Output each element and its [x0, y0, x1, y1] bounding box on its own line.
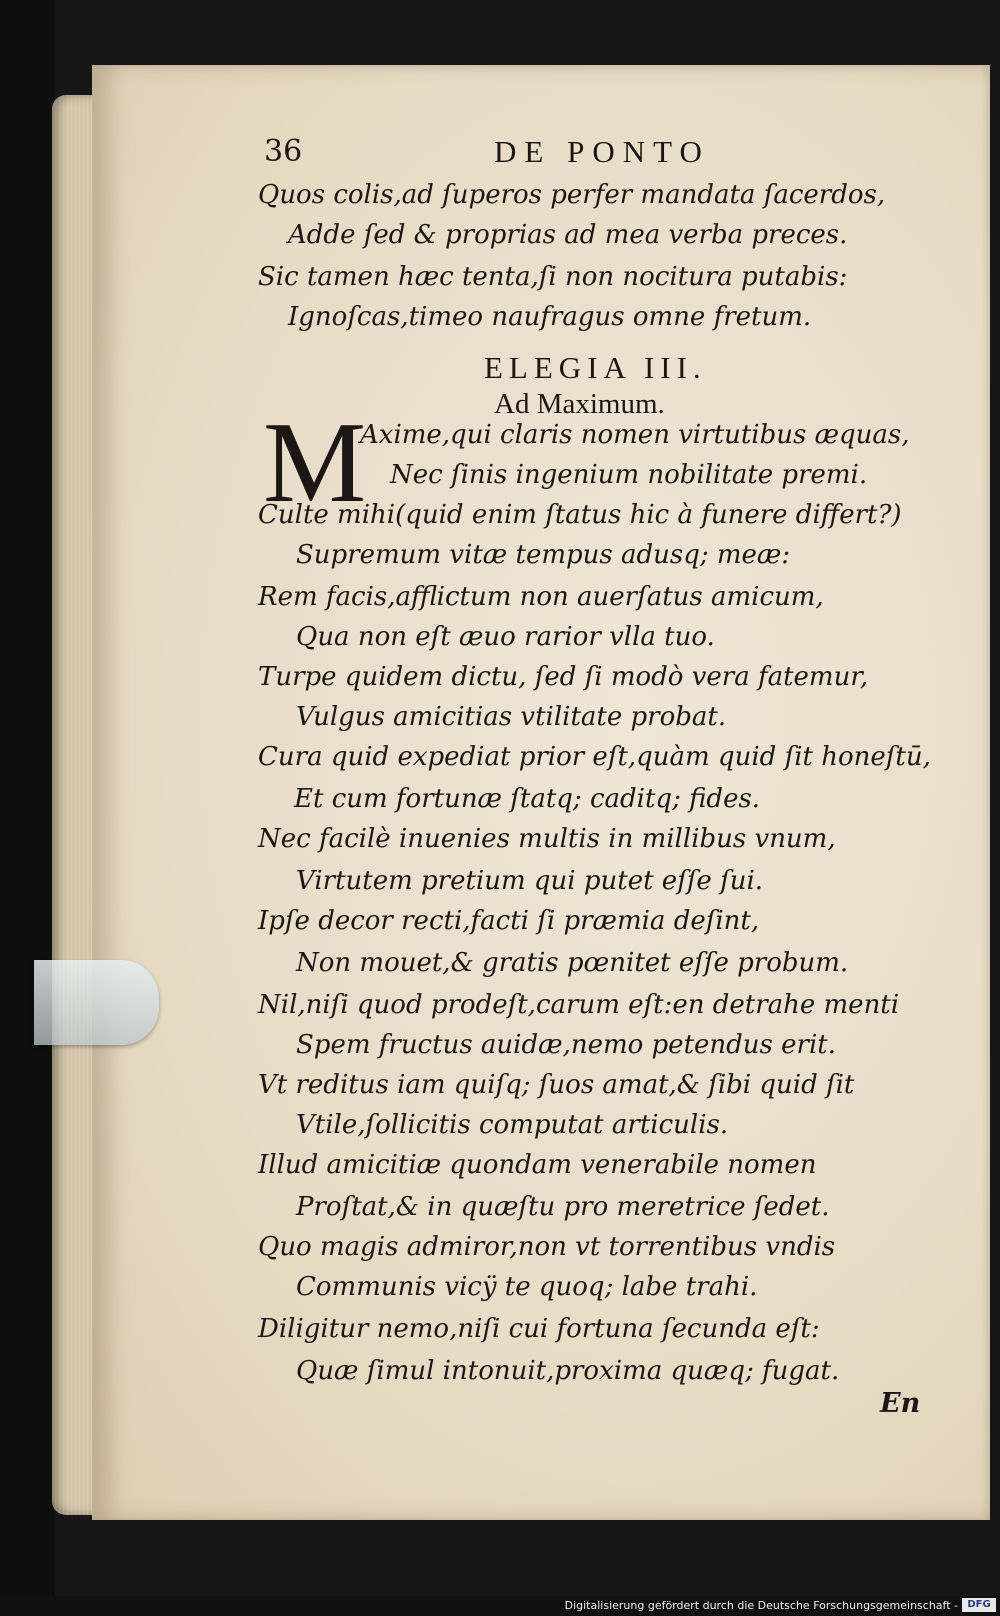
- verse-line: Rem facis,afflictum non auerſatus amicum,: [258, 582, 824, 612]
- verse-line: Nec ſinis ingenium nobilitate premi.: [390, 460, 868, 490]
- verse-line: Communis vicÿ te quoq; labe trahi.: [296, 1272, 758, 1302]
- drop-capital: M: [263, 399, 367, 527]
- running-title: DE PONTO: [494, 134, 710, 169]
- elegy-heading: ELEGIA III.: [484, 350, 707, 385]
- verse-line: Proſtat,& in quæſtu pro meretrice ſedet.: [296, 1192, 830, 1222]
- verse-line: Non mouet,& gratis pœnitet eſſe probum.: [296, 948, 849, 978]
- verse-line: Nec facilè inuenies multis in millibus vnum,: [258, 824, 836, 854]
- footer-credit: Digitalisierung gefördert durch die Deutsche Forschungsgemeinschaft -: [564, 1599, 958, 1612]
- book-binding-shadow: [0, 0, 55, 1616]
- verse-line: Illud amicitiæ quondam venerabile nomen: [258, 1150, 817, 1180]
- bookmark-clip: [34, 960, 159, 1045]
- verse-line: Sic tamen hæc tenta,ſi non nocitura putabis:: [258, 262, 848, 292]
- verse-line: Vtile,ſollicitis computat articulis.: [296, 1110, 729, 1140]
- verse-line: Ignoſcas,timeo naufragus omne fretum.: [288, 302, 812, 332]
- verse-line: Culte mihi(quid enim ſtatus hic à funere differt?): [258, 500, 902, 530]
- verse-line: Et cum fortunæ ſtatq; caditq; fides.: [294, 784, 761, 814]
- catchword: En: [880, 1388, 921, 1419]
- verse-line: Axime,qui claris nomen virtutibus æquas,: [360, 420, 910, 450]
- verse-line: Quo magis admiror,non vt torrentibus vndis: [258, 1232, 836, 1262]
- verse-line: Virtutem pretium qui putet eſſe ſui.: [296, 866, 764, 896]
- verse-line: Supremum vitæ tempus adusq; meæ:: [296, 540, 791, 570]
- page-number: 36: [264, 134, 303, 169]
- verse-line: Turpe quidem dictu, ſed ſi modò vera fatemur,: [258, 662, 869, 692]
- verse-line: Quos colis,ad ſuperos perfer mandata ſacerdos,: [258, 180, 886, 210]
- verse-line: Vulgus amicitias vtilitate probat.: [296, 702, 727, 732]
- verse-line: Ipſe decor recti,facti ſi præmia deſint,: [258, 906, 760, 936]
- verse-line: Cura quid expediat prior eſt,quàm quid ſit honeſtū,: [258, 742, 931, 772]
- verse-line: Diligitur nemo,niſi cui fortuna ſecunda eſt:: [258, 1314, 820, 1344]
- verse-line: Qua non eſt æuo rarior vlla tuo.: [296, 622, 715, 652]
- verse-line: Nil,niſi quod prodeſt,carum eſt:en detrahe menti: [258, 990, 900, 1020]
- verse-line: Vt reditus iam quiſq; ſuos amat,& ſibi quid ſit: [258, 1070, 855, 1100]
- verse-line: Quæ ſimul intonuit,proxima quæq; fugat.: [296, 1356, 840, 1386]
- verse-line: Adde ſed & proprias ad mea verba preces.: [288, 220, 848, 250]
- elegy-subtitle: Ad Maximum.: [494, 388, 665, 420]
- verse-line: Spem fructus auidæ,nemo petendus erit.: [296, 1030, 836, 1060]
- dfg-logo-icon: DFG: [962, 1598, 996, 1612]
